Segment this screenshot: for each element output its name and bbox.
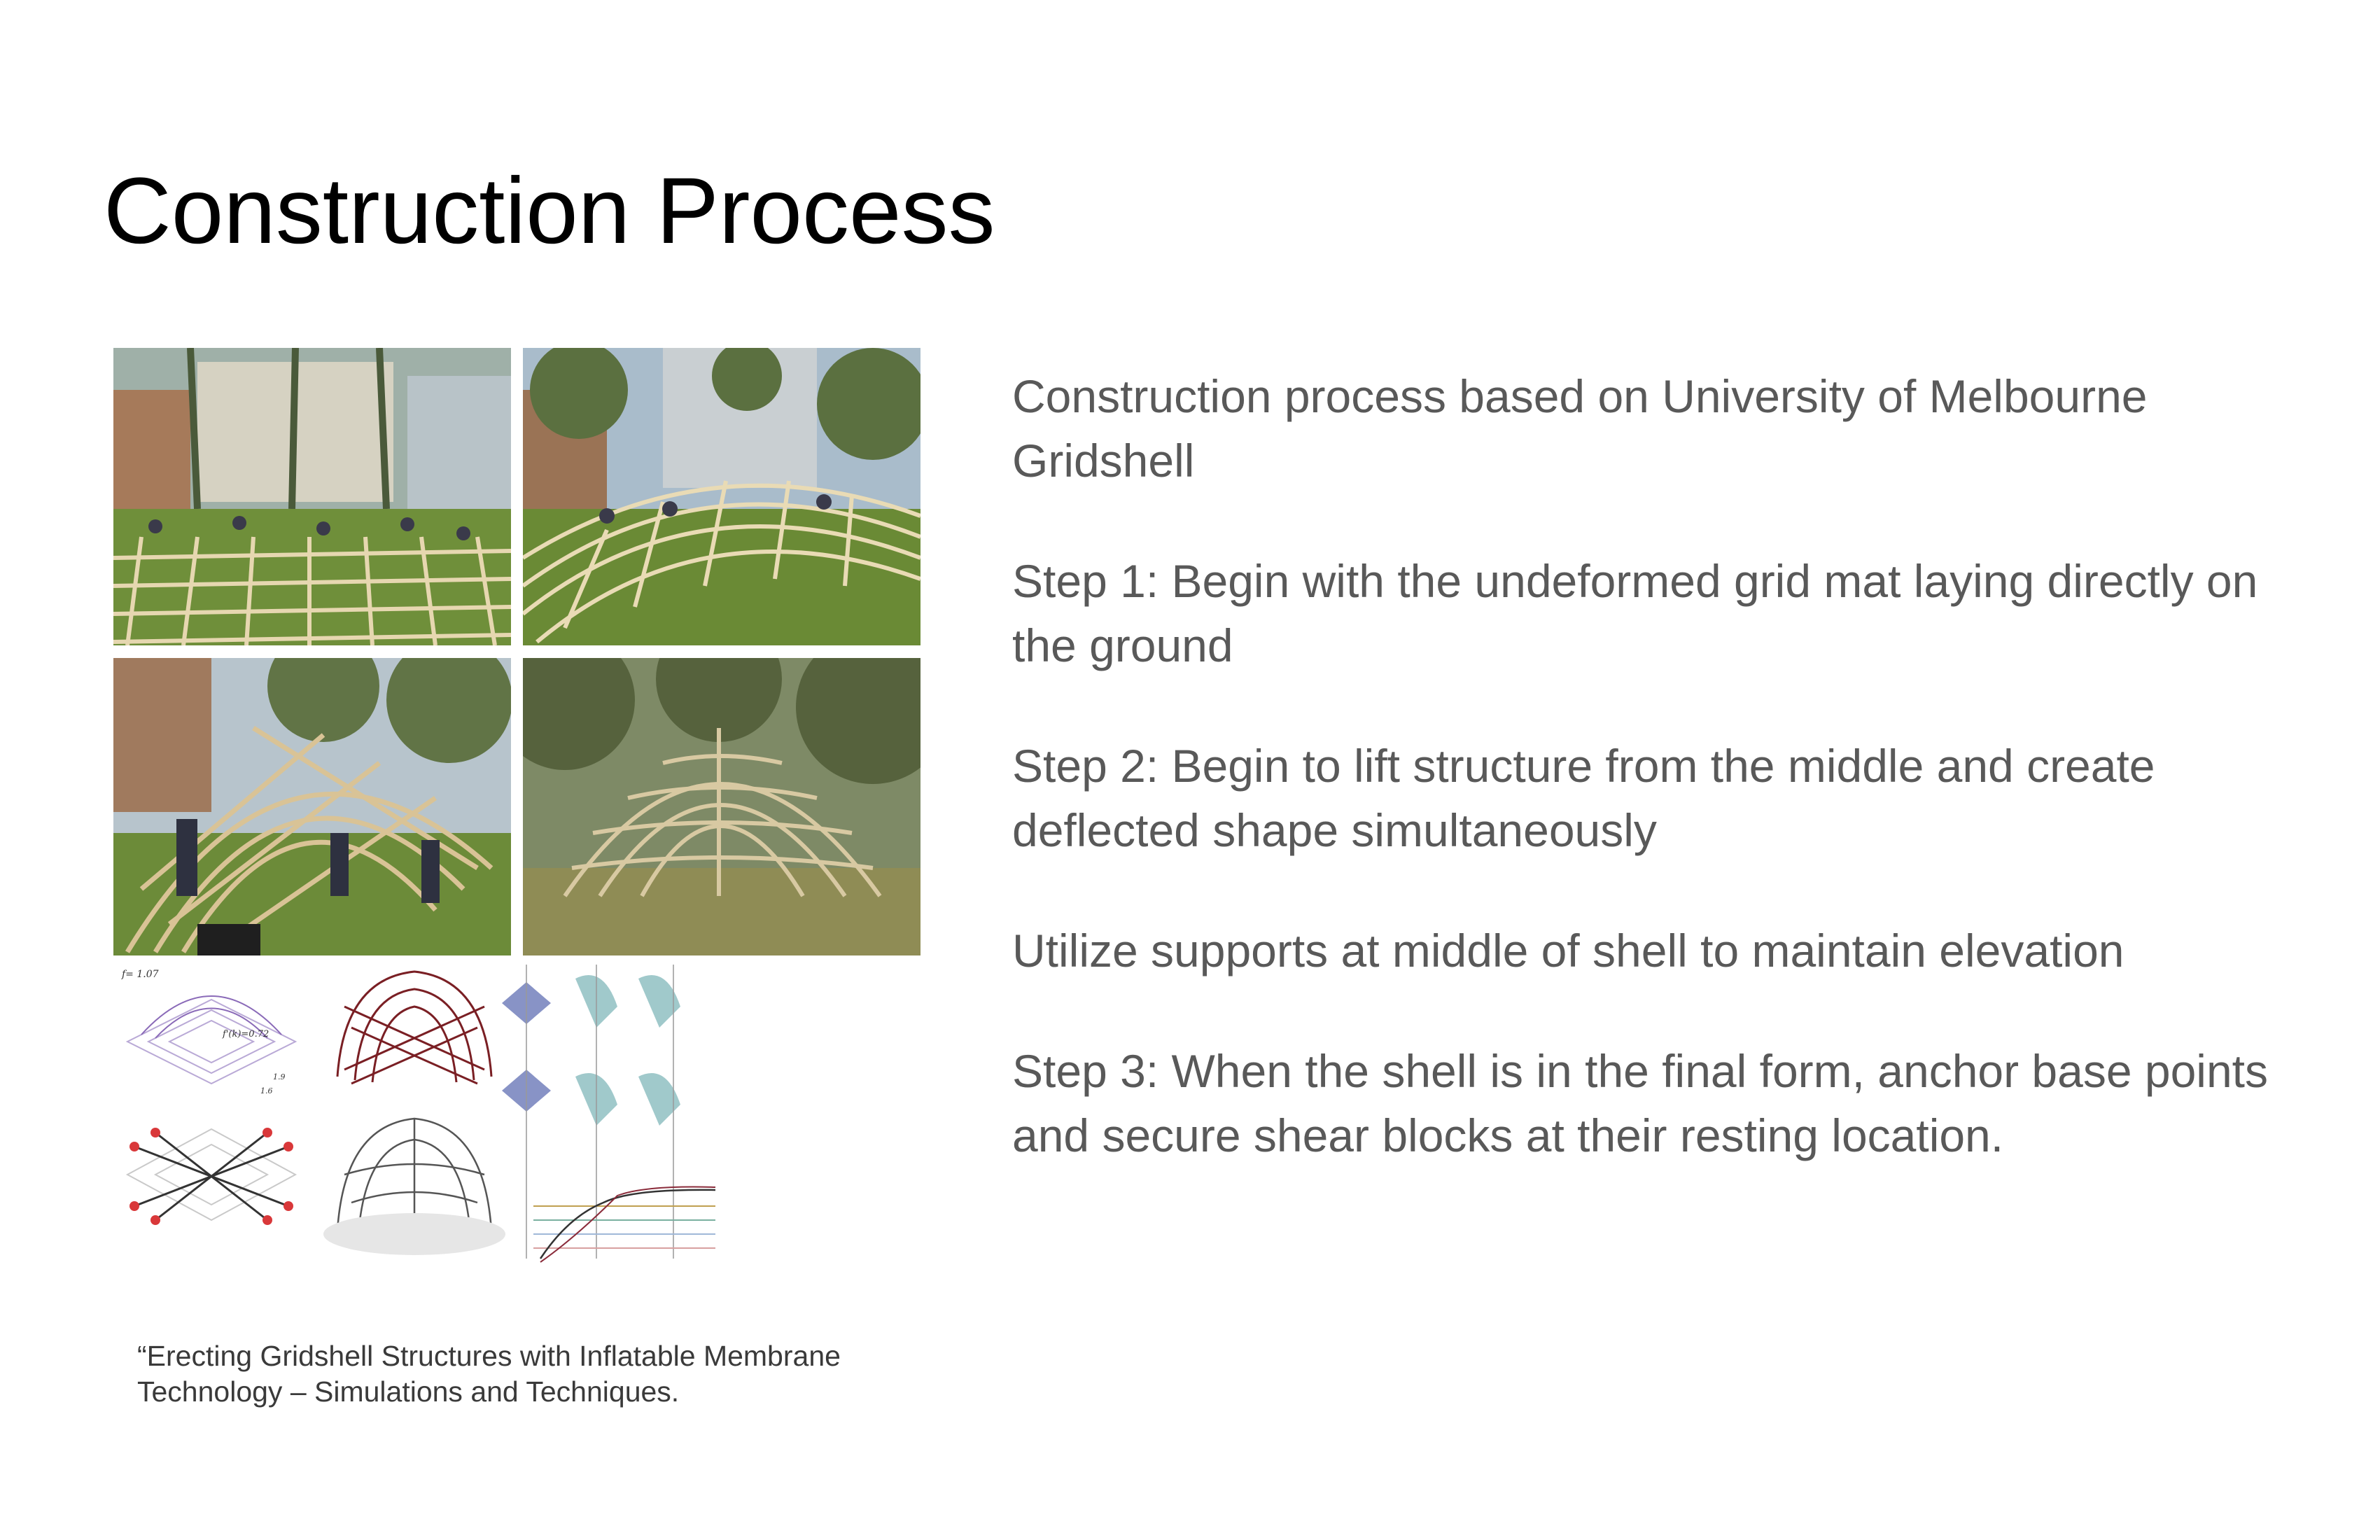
caption-line-1: “Erecting Gridshell Structures with Inflatable Membrane xyxy=(137,1340,841,1372)
photo-grid-mat-on-ground xyxy=(113,348,511,645)
slide-title: Construction Process xyxy=(104,159,995,263)
step-3-line-1: Step 3: When the shell is in the final form, anchor base points xyxy=(1012,1045,2268,1097)
diagram-label-d1: 1.9 xyxy=(273,1072,286,1082)
diagram-label-f1: f= 1.07 xyxy=(122,969,159,980)
step-3-line-2: and secure shear blocks at their resting location. xyxy=(1012,1110,2004,1161)
step-1-paragraph xyxy=(1012,549,2342,678)
diagram-label-f2: f'(k)=0.72 xyxy=(223,1029,270,1040)
step-1-line-2: the ground xyxy=(1012,620,1233,671)
step-2-line-1: Step 2: Begin to lift structure from the middle and create xyxy=(1012,740,2155,792)
supports-paragraph: Utilize supports at middle of shell to maintain elevation xyxy=(1012,925,2124,976)
step-2-line-2: deflected shape simultaneously xyxy=(1012,804,1657,856)
construction-steps xyxy=(1012,364,2342,1224)
diagram-label-d2: 1.6 xyxy=(260,1086,273,1096)
step-1-line-1: Step 1: Begin with the undeformed grid mat laying directly on xyxy=(1012,555,2258,607)
intro-paragraph xyxy=(1012,364,2342,493)
caption-line-2: Technology – Simulations and Techniques. xyxy=(137,1376,680,1408)
photo-workers-shaping-shell xyxy=(113,658,511,955)
photo-finished-gridshell xyxy=(523,658,920,955)
image-source-caption xyxy=(137,1338,977,1410)
intro-line-2: Gridshell xyxy=(1012,435,1195,486)
step-2-paragraph xyxy=(1012,734,2342,862)
step-3-paragraph xyxy=(1012,1039,2342,1168)
intro-line-1: Construction process based on University of Melbourne xyxy=(1012,370,2148,422)
diagram-gridshell-simulation xyxy=(113,965,722,1266)
photo-lifting-grid xyxy=(523,348,920,645)
